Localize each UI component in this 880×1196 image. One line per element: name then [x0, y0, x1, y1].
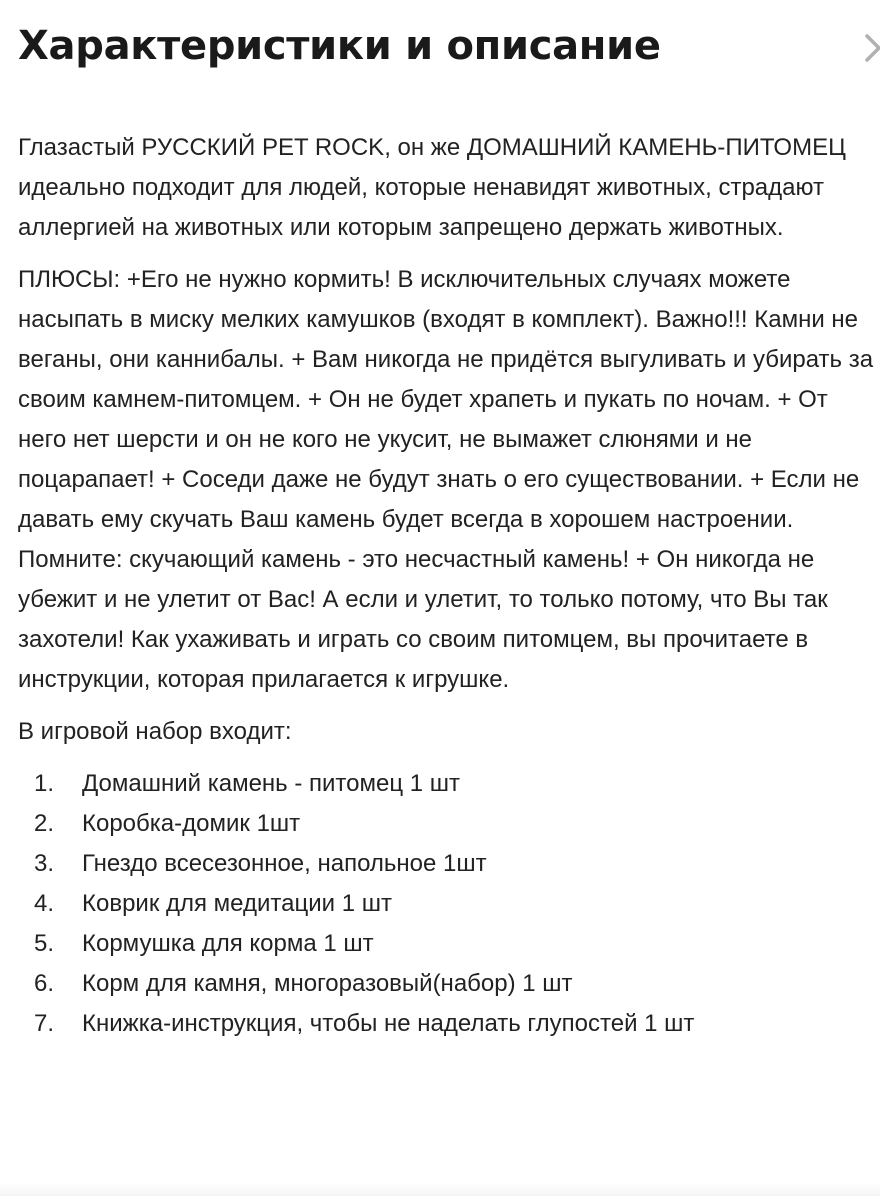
kit-list	[18, 764, 880, 1044]
list-item-number: 5.	[34, 930, 55, 957]
list-item	[18, 804, 880, 844]
section-title: Характеристики и описание	[18, 23, 661, 69]
list-item	[18, 1004, 880, 1044]
description-intro: Глазастый РУССКИЙ PET ROCK, он же ДОМАШНИЙ КАМЕНЬ-ПИТОМЕЦ идеально подходит для людей, которые ненавидят животных, страдают аллергией на животных или которым запрещено держать животных.	[18, 134, 846, 241]
kit-heading: В игровой набор входит:	[18, 718, 292, 745]
list-item-number: 7.	[34, 1010, 55, 1037]
list-item-number: 2.	[34, 810, 55, 837]
list-item	[18, 924, 880, 964]
list-item	[18, 764, 880, 804]
list-item-text: Коробка-домик 1шт	[82, 810, 301, 837]
list-item-number: 3.	[34, 850, 55, 877]
description-pros: ПЛЮСЫ: +Его не нужно кормить! В исключительных случаях можете насыпать в миску мелких камушков (входят в комплект). Важно!!! Камни не веганы, они каннибалы. + Вам никогда не придётся выгуливать и убирать за своим камнем-питомцем. + Он не будет храпеть и пукать по ночам. + От него нет шерсти и он не кого не укусит, не вымажет слюнями и не поцарапает! + Соседи даже не будут знать о его существовании. + Если не давать ему скучать Ваш камень будет всегда в хорошем настроении. Помните: скучающий камень - это несчастный камень! + Он никогда не убежит и не улетит от Вас! А если и улетит, то только потому, что Вы так захотели! Как ухаживать и играть со своим питомцем, вы прочитаете в инструкции, которая прилагается к игрушке.	[18, 266, 874, 693]
list-item-text: Корм для камня, многоразовый(набор) 1 шт	[82, 970, 573, 997]
list-item-number: 6.	[34, 970, 55, 997]
description-body	[18, 128, 880, 1044]
list-item	[18, 964, 880, 1004]
list-item-text: Гнездо всесезонное, напольное 1шт	[82, 850, 487, 877]
chevron-right-icon[interactable]	[862, 30, 880, 66]
bottom-edge-shadow	[0, 1182, 880, 1196]
list-item	[18, 844, 880, 884]
list-item-text: Коврик для медитации 1 шт	[82, 890, 392, 917]
list-item-text: Домашний камень - питомец 1 шт	[82, 770, 461, 797]
list-item-text: Книжка-инструкция, чтобы не наделать глупостей 1 шт	[82, 1010, 695, 1037]
list-item-number: 4.	[34, 890, 55, 917]
list-item-text: Кормушка для корма 1 шт	[82, 930, 374, 957]
list-item	[18, 884, 880, 924]
section-header[interactable]	[0, 0, 880, 100]
list-item-number: 1.	[34, 770, 55, 797]
